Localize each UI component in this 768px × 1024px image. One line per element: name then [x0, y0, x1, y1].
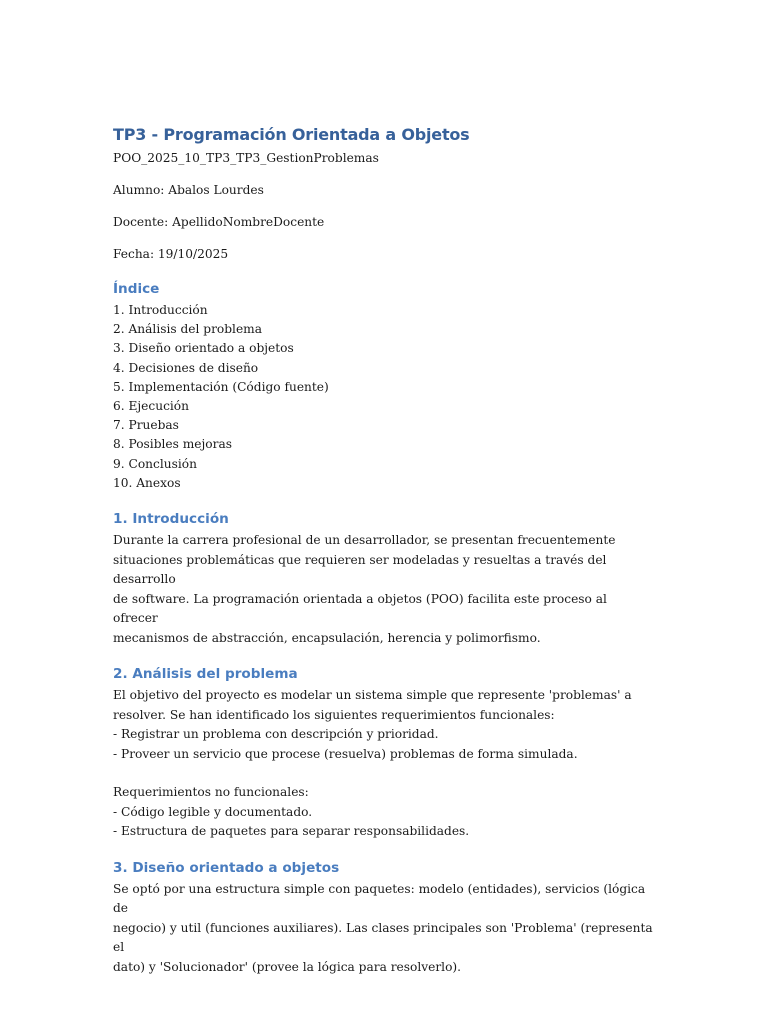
requirement-item: - Código legible y documentado.: [113, 804, 313, 819]
section-introduction: [113, 509, 653, 648]
toc-item: 10. Anexos: [113, 475, 181, 490]
nonfunctional-heading: Requerimientos no funcionales:: [113, 785, 309, 800]
paragraph-line: negocio) y util (funciones auxiliares). Las clases principales son 'Problema' (representa el: [113, 920, 653, 955]
toc-list: [113, 301, 653, 493]
document-title: TP3 - Programación Orientada a Objetos: [113, 125, 470, 144]
paragraph-line: de software. La programación orientada a objetos (POO) facilita este proceso al ofrecer: [113, 591, 607, 626]
document-content: [113, 124, 653, 977]
paragraph-line: resolver. Se han identificado los siguientes requerimientos funcionales:: [113, 707, 555, 722]
section-heading: 1. Introducción: [113, 511, 229, 528]
toc-item: 9. Conclusión: [113, 456, 197, 471]
toc-item: 2. Análisis del problema: [113, 322, 262, 337]
student-line: Alumno: Abalos Lourdes: [113, 183, 264, 197]
paragraph-line: Se optó por una estructura simple con paquetes: modelo (entidades), servicios (lógica de: [113, 881, 646, 916]
paragraph-line: mecanismos de abstracción, encapsulación, herencia y polimorfismo.: [113, 630, 541, 645]
section-heading: 2. Análisis del problema: [113, 666, 298, 683]
paragraph-spacer: [113, 764, 653, 783]
toc-item: 7. Pruebas: [113, 418, 179, 433]
section-heading: 3. Diseño orientado a objetos: [113, 859, 340, 876]
requirement-item: - Registrar un problema con descripción y prioridad.: [113, 727, 439, 742]
teacher-line: Docente: ApellidoNombreDocente: [113, 215, 325, 229]
requirement-item: - Proveer un servicio que procese (resuelva) problemas de forma simulada.: [113, 746, 578, 761]
section-design: [113, 858, 653, 978]
paragraph-line: dato) y 'Solucionador' (provee la lógica para resolverlo).: [113, 959, 462, 974]
toc-item: 1. Introducción: [113, 303, 208, 317]
paragraph-line: Durante la carrera profesional de un desarrollador, se presentan frecuentemente: [113, 533, 616, 548]
toc-item: 4. Decisiones de diseño: [113, 360, 259, 375]
toc-item: 8. Posibles mejoras: [113, 437, 232, 452]
paragraph-line: El objetivo del proyecto es modelar un sistema simple que represente 'problemas' a: [113, 688, 632, 703]
toc-heading: Índice: [113, 281, 160, 297]
paragraph-line: situaciones problemáticas que requieren ser modeladas y resueltas a través del desarrollo: [113, 552, 607, 587]
toc-item: 6. Ejecución: [113, 399, 189, 414]
section-analysis: [113, 664, 653, 842]
toc-item: 5. Implementación (Código fuente): [113, 379, 329, 394]
date-line: Fecha: 19/10/2025: [113, 247, 229, 261]
requirement-item: - Estructura de paquetes para separar responsabilidades.: [113, 824, 470, 839]
document-code: POO_2025_10_TP3_TP3_GestionProblemas: [113, 151, 379, 165]
toc-item: 3. Diseño orientado a objetos: [113, 341, 294, 356]
